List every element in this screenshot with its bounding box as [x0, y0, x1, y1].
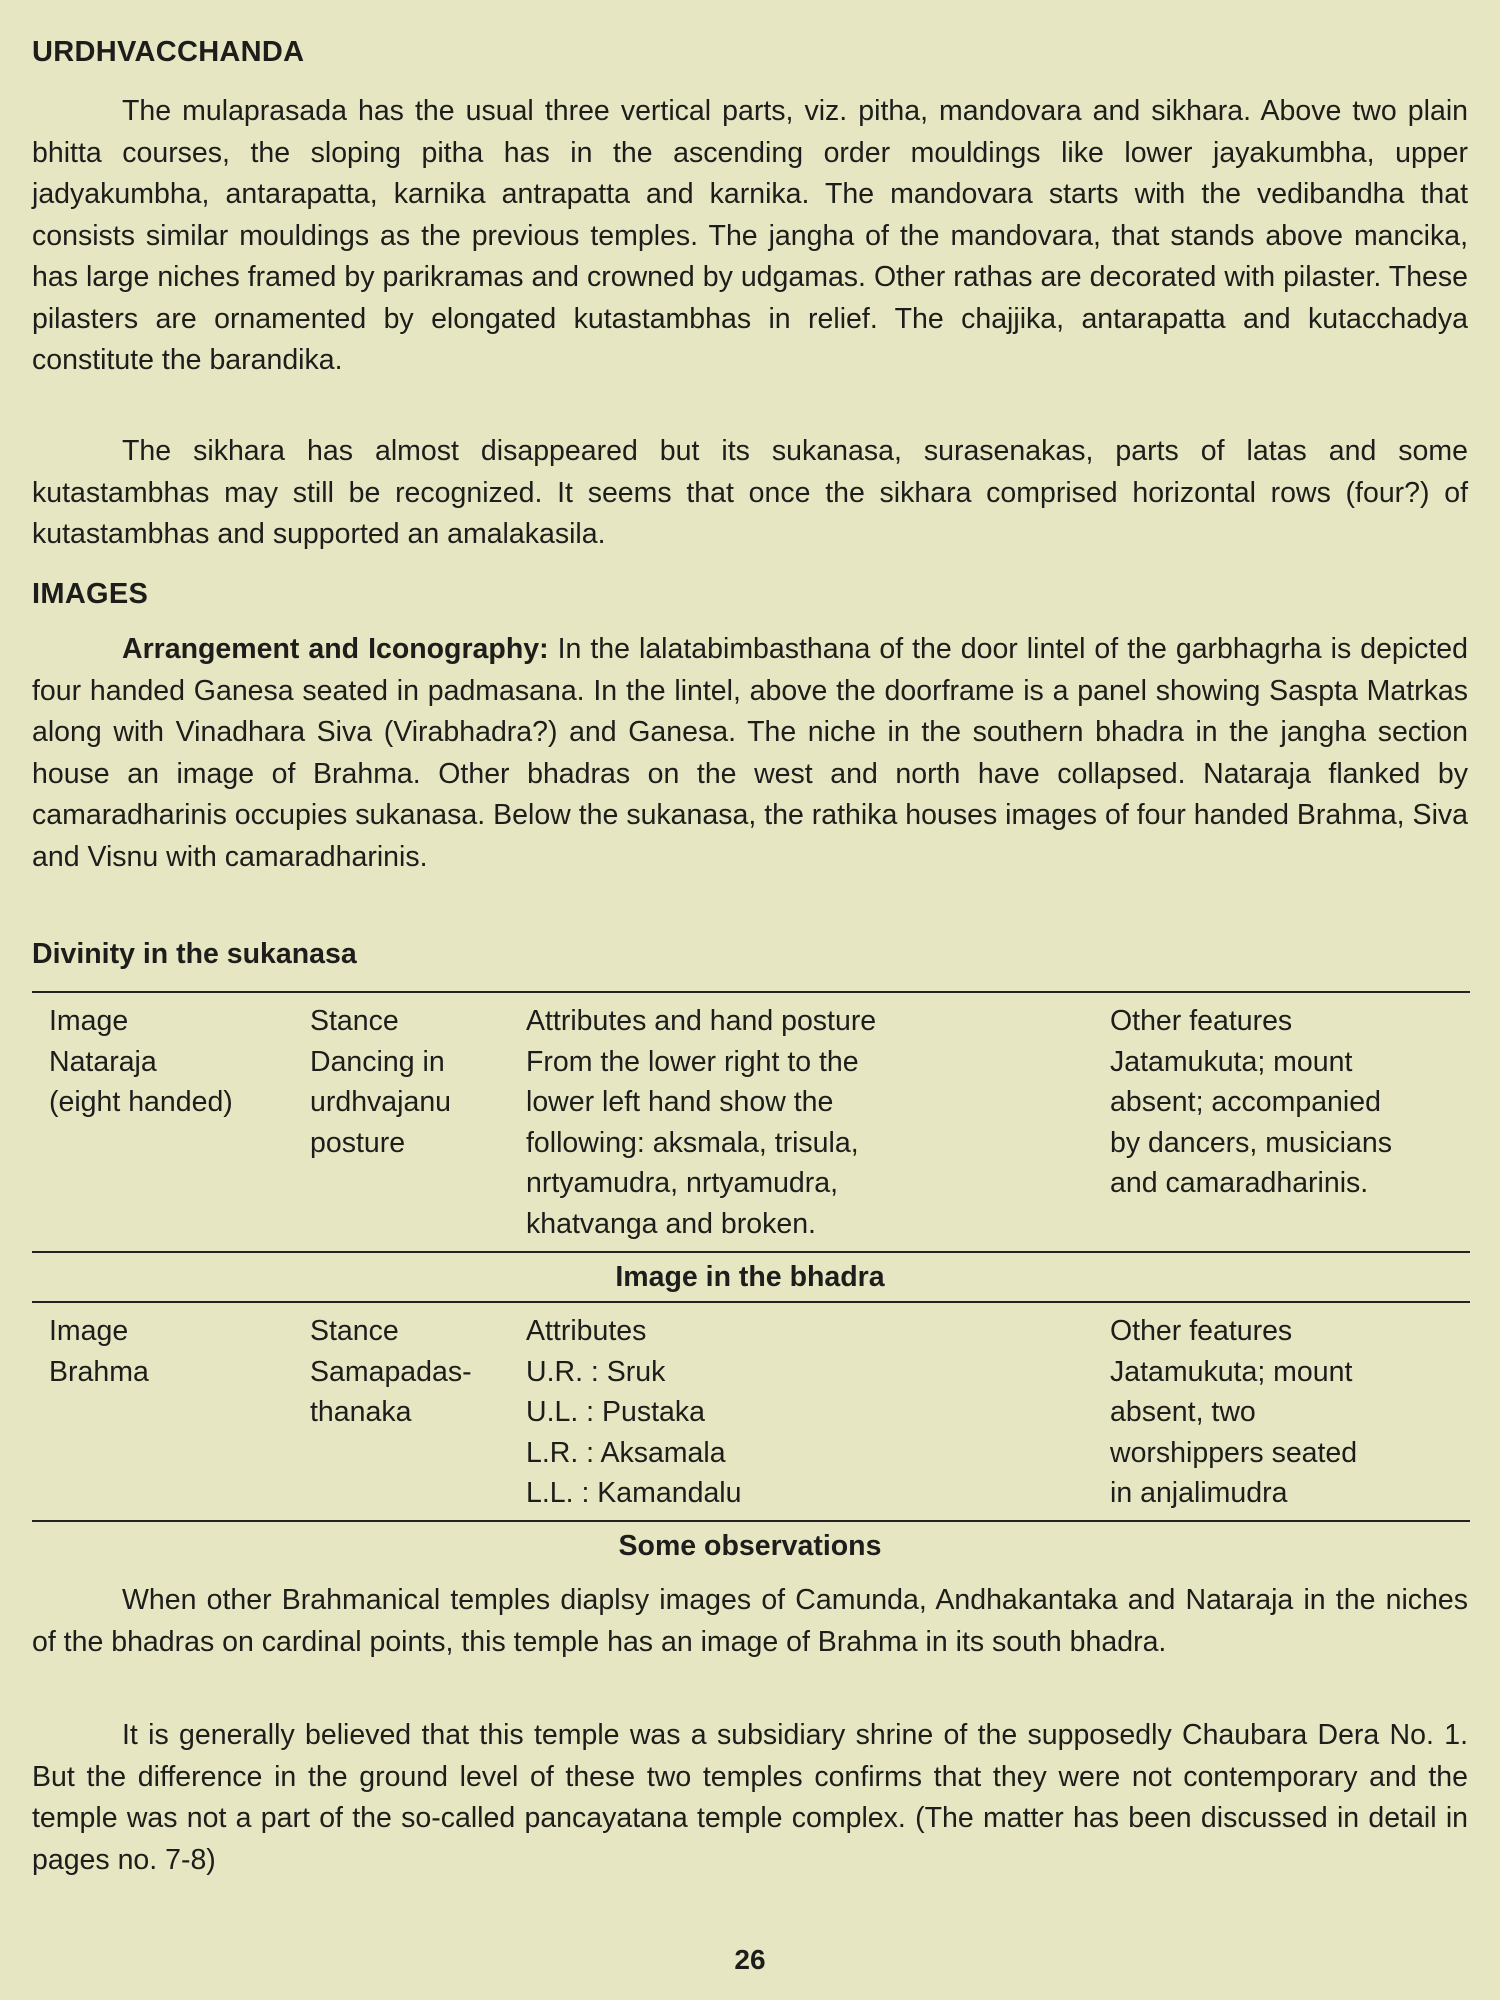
table-cell: posture: [310, 1126, 406, 1159]
paragraph-mulaprasada: The mulaprasada has the usual three vertical parts, viz. pitha, mandovara and sikhara. Above two plain bhitta courses, the sloping pitha has in the ascending order mouldings like lower jayakumbha, upper jadyakumbha, antarapatta, karnika antrapatta and karnika. The mandovara starts with the vedibandha that consists similar mouldings as the previous temples. The jangha of the mandovara, that stands above mancika, has large niches framed by parikramas and crowned by udgamas. Other rathas are decorated with pilaster. These pilasters are ornamented by elongated kutastambhas in relief. The chajjika, antarapatta and kutacchadya constitute the barandika.: [32, 95, 1468, 376]
paragraph-observations-2: It is generally believed that this temple was a subsidiary shrine of the supposedly Chaubara Dera No. 1. But the difference in the ground level of these two temples confirms that they were not contemporary and the temple was not a part of the so-called pancayatana temple complex. (The matter has been discussed in detail in pages no. 7-8): [32, 1719, 1468, 1876]
table-rule-top: [32, 991, 1470, 993]
table-rule-bottom: [32, 1520, 1470, 1522]
section-heading-images: IMAGES: [32, 578, 149, 610]
table-cell: L.R. : Aksamala: [526, 1436, 726, 1469]
table-cell: Stance: [310, 1005, 399, 1037]
paragraph-observations-1: When other Brahmanical temples diaplsy images of Camunda, Andhakantaka and Nataraja in the niches of the bhadras on cardinal points, this temple has an image of Brahma in its south bhadra.: [32, 1584, 1468, 1658]
table2-col-other-features: [1110, 1311, 1357, 1514]
table-cell: absent; accompanied: [1110, 1086, 1381, 1118]
paragraph-lead-label: Arrangement and Iconography:: [122, 633, 549, 665]
paragraph-arrangement-text: In the lalatabimbasthana of the door lintel of the garbhagrha is depicted four handed Ganesa seated in padmasana. In the lintel, above the doorframe is a panel showing Saspta Matrkas along with Vinadhara Siva (Virabhadra?) and Ganesa. The niche in the southern bhadra in the jangha section house an image of Brahma. Other bhadras on the west and north have collapsed. Nataraja flanked by camaradharinis occupies sukanasa. Below the sukanasa, the rathika houses images of four handed Brahma, Siva and Visnu with camaradharinis.: [32, 633, 1468, 873]
page-number: 26: [734, 1944, 766, 1975]
table-cell: Attributes: [526, 1315, 647, 1347]
table1-col-other-features: [1110, 1001, 1392, 1204]
table-cell: urdhvajanu: [310, 1086, 452, 1118]
table-cell: by dancers, musicians: [1110, 1126, 1392, 1159]
table2-col-attributes: [526, 1311, 741, 1514]
table-cell: absent, two: [1110, 1396, 1256, 1428]
table-cell: (eight handed): [49, 1086, 233, 1118]
table-cell: and camaradharinis.: [1110, 1167, 1369, 1199]
table-cell: khatvanga and broken.: [526, 1207, 816, 1240]
table-rule-middle: [32, 1251, 1470, 1253]
table-cell: Nataraja: [49, 1045, 157, 1078]
table-cell: Brahma: [49, 1355, 149, 1388]
table1-col-image: [49, 1001, 233, 1123]
table-cell: in anjalimudra: [1110, 1477, 1288, 1509]
table-cell: From the lower right to the: [526, 1045, 859, 1078]
table-cell: Attributes and hand posture: [526, 1005, 877, 1037]
table-cell: Image: [49, 1005, 129, 1037]
table-cell: worshippers seated: [1110, 1436, 1358, 1469]
section-heading-urdhvacchanda: URDHVACCHANDA: [32, 36, 305, 68]
table2-col-image: [49, 1311, 149, 1392]
table-cell: thanaka: [310, 1396, 412, 1428]
table-cell: U.R. : Sruk: [526, 1355, 666, 1388]
table-cell: Jatamukuta; mount: [1110, 1045, 1353, 1078]
paragraph-sikhara: The sikhara has almost disappeared but its sukanasa, surasenakas, parts of latas and some kutastambhas may still be recognized. It seems that once the sikhara comprised horizontal rows (four?) of kutastambhas and supported an amalakasila.: [32, 435, 1468, 550]
table-cell: nrtyamudra, nrtyamudra,: [526, 1167, 839, 1199]
table1-col-attributes: [526, 1001, 876, 1244]
subheading-some-observations: Some observations: [618, 1530, 882, 1562]
table-cell: following: aksmala, trisula,: [526, 1126, 859, 1159]
table-cell: L.L. : Kamandalu: [526, 1477, 742, 1509]
table-rule-bhadra: [32, 1301, 1470, 1303]
table-cell: lower left hand show the: [526, 1086, 834, 1118]
table-cell: Other features: [1110, 1005, 1293, 1037]
table-cell: Other features: [1110, 1315, 1293, 1347]
table-cell: Dancing in: [310, 1045, 445, 1078]
subheading-divinity-sukanasa: Divinity in the sukanasa: [32, 938, 357, 970]
table-cell: Samapadas-: [310, 1355, 472, 1388]
subheading-image-bhadra: Image in the bhadra: [615, 1261, 885, 1293]
paragraph-arrangement: [32, 629, 1468, 878]
table-cell: Image: [49, 1315, 129, 1347]
table2-col-stance: [310, 1311, 472, 1433]
table-cell: U.L. : Pustaka: [526, 1396, 706, 1428]
table-cell: Stance: [310, 1315, 399, 1347]
table1-col-stance: [310, 1001, 451, 1163]
table-cell: Jatamukuta; mount: [1110, 1355, 1353, 1388]
